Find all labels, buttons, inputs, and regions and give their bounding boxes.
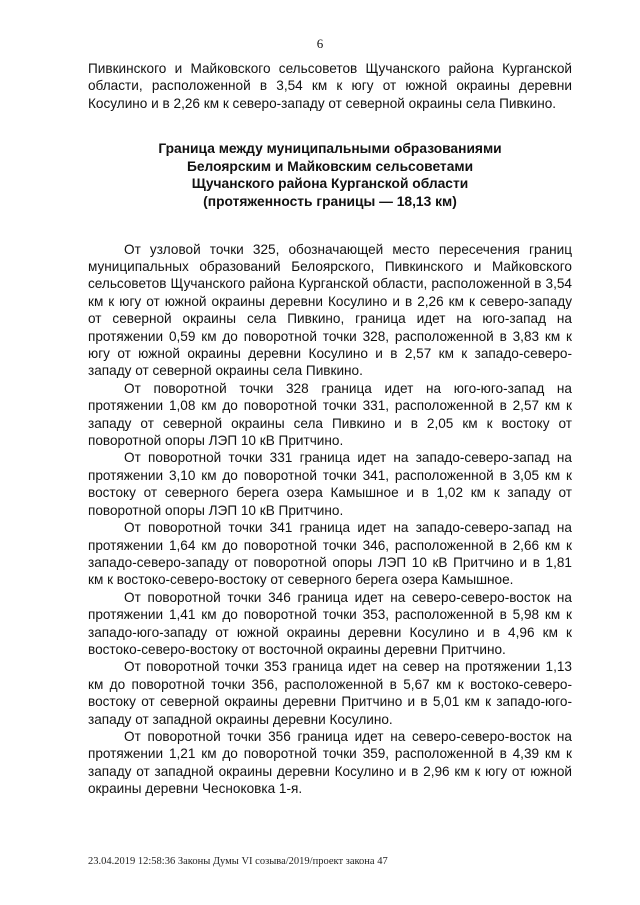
paragraph-point-356: От поворотной точки 356 граница идет на северо-северо-восток на протяжении 1,21 км до поворотной точки 359, расположенной в 4,39 км к западу от западной окраины деревни Косулино и в 2,96 км к югу от южной окраины деревни Чесноковка 1-я.: [88, 728, 572, 797]
heading-line-2: Белоярским и Майковским сельсоветами: [186, 158, 474, 174]
paragraph-point-328: От поворотной точки 328 граница идет на юго-юго-запад на протяжении 1,08 км до поворотной точки 331, расположенной в 2,57 км к западу от северной окраины села Пивкино и в 2,05 км к востоку от поворотной опоры ЛЭП 10 кВ Притчино.: [88, 380, 572, 449]
heading-line-3: Щучанского района Курганской области: [191, 176, 469, 192]
paragraph-point-353: От поворотной точки 353 граница идет на север на протяжении 1,13 км до поворотной точки 356, расположенной в 5,67 км к востоко-северо-востоку от северной окраины деревни Притчино и в 5,01 км к западо-юго-западу от западной окраины деревни Косулино.: [88, 659, 572, 727]
heading-line-1: Граница между муниципальными образованиями: [158, 141, 502, 157]
page-number: 6: [316, 36, 324, 51]
heading-line-4: (протяженность границы — 18,13 км): [203, 194, 457, 209]
document-body: [88, 60, 572, 798]
paragraph-point-346: От поворотной точки 346 граница идет на северо-северо-восток на протяжении 1,41 км до поворотной точки 353, расположенной в 5,98 км к западо-юго-западу от южной окраины деревни Косулино и в 4,96 км к востоко-северо-востоку от восточной окраины деревни Притчино.: [88, 589, 572, 657]
paragraph-point-331: От поворотной точки 331 граница идет на западо-северо-запад на протяжении 3,10 км до поворотной точки 341, расположенной в 3,05 км к востоку от северного берега озера Камышное и в 1,02 км к западу от поворотной опоры ЛЭП 10 кВ Притчино.: [88, 450, 572, 518]
paragraph-point-325: От узловой точки 325, обозначающей место пересечения границ муниципальных образований Белоярского, Пивкинского и Майковского сельсоветов Щучанского района Курганской области, расположенной в 3,54 км к югу от южной окраины деревни Косулино и в 2,26 км к северо-западу от северной окраины села Пивкино, граница идет на юго-запад на протяжении 0,59 км до поворотной точки 328, расположенной в 3,83 км к югу от южной окраины деревни Косулино и в 2,57 км к западо-северо-западу от северной окраины села Пивкино.: [88, 241, 572, 379]
section-heading: [88, 140, 572, 210]
intro-paragraph: Пивкинского и Майковского сельсоветов Щучанского района Курганской области, расположенной в 3,54 км к югу от южной окраины деревни Косулино и в 2,26 км к северо-западу от северной окраины села Пивкино.: [88, 61, 572, 111]
document-footer: 23.04.2019 12:58:36 Законы Думы VI созыва/2019/проект закона 47: [88, 856, 388, 867]
paragraph-point-341: От поворотной точки 341 граница идет на западо-северо-запад на протяжении 1,64 км до поворотной точки 346, расположенной в 2,66 км к западо-северо-западу от поворотной опоры ЛЭП 10 кВ Притчино и в 1,81 км к востоко-северо-востоку от северного берега озера Камышное.: [88, 520, 572, 588]
